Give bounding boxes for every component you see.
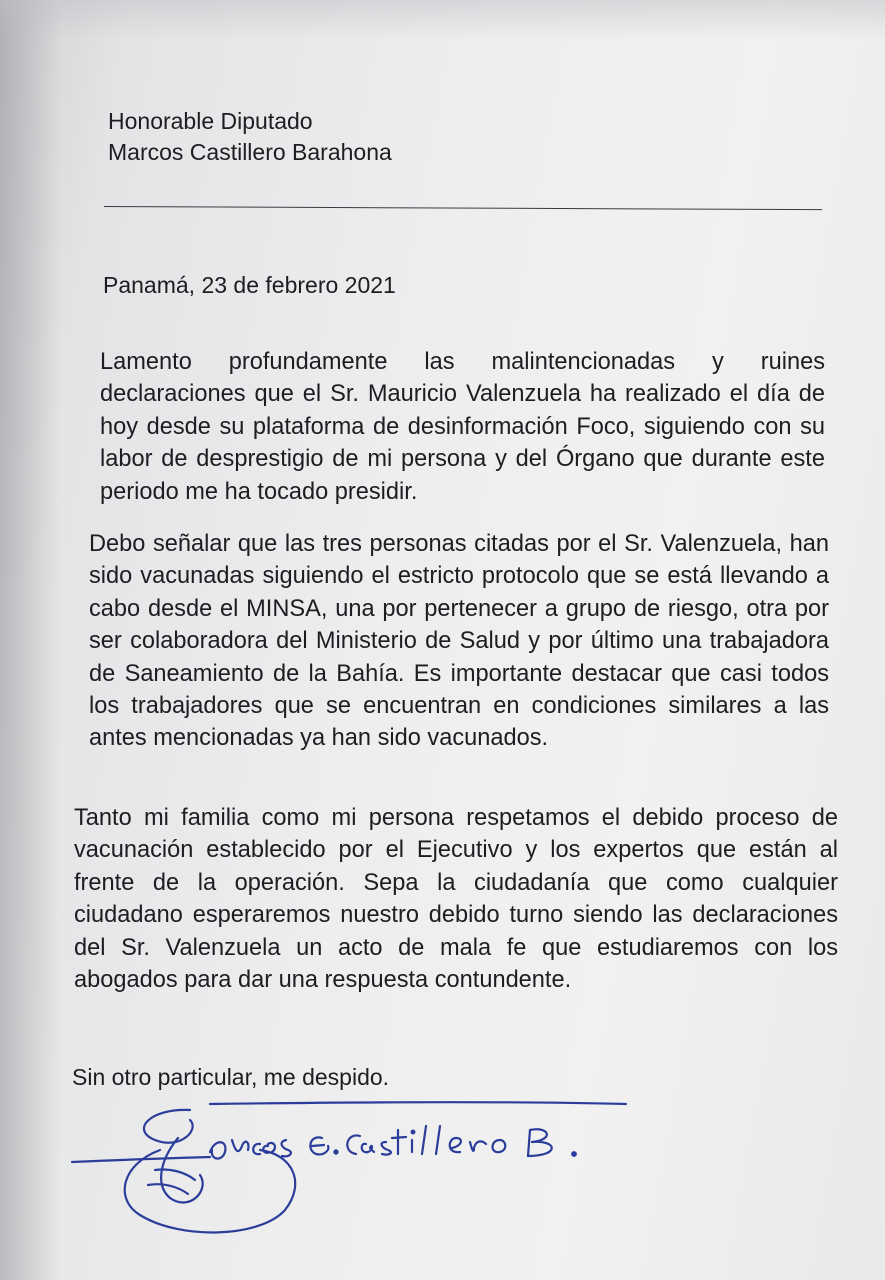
addressee-title: Honorable Diputado <box>108 108 313 134</box>
page-shadow-top <box>0 0 885 40</box>
addressee-block <box>108 106 392 168</box>
header-divider <box>104 206 822 210</box>
addressee-name: Marcos Castillero Barahona <box>108 139 392 165</box>
page-shadow-left <box>0 0 60 1280</box>
letter-date: Panamá, 23 de febrero 2021 <box>103 272 396 298</box>
handwritten-signature-icon <box>60 1090 660 1260</box>
closing-line: Sin otro particular, me despido. <box>72 1064 390 1090</box>
paragraph-1: Lamento profundamente las malintencionadas y ruines declaraciones que el Sr. Mauricio Valenzuela ha realizado el día de hoy desde su plataforma de desinformación Foco, siguiendo con su labor de desprestigio de mi persona y del Órgano que durante este periodo me ha tocado presidir. <box>100 349 825 505</box>
paragraph-2: Debo señalar que las tres personas citadas por el Sr. Valenzuela, han sido vacunadas siguiendo el estricto protocolo que se está llevando a cabo desde el MINSA, una por pertenecer a grupo de riesgo, otra por ser colaboradora del Ministerio de Salud y por último una trabajadora de Saneamiento de la Bahía. Es importante destacar que casi todos los trabajadores que se encuentran en condiciones similares a las antes mencionadas ya han sido vacunados. <box>89 531 829 752</box>
paragraph-3: Tanto mi familia como mi persona respetamos el debido proceso de vacunación establecido por el Ejecutivo y los expertos que están al frente de la operación. Sepa la ciudadanía que como cualquier ciudadano esperaremos nuestro debido turno siendo las declaraciones del Sr. Valenzuela un acto de mala fe que estudiaremos con los abogados para dar una respuesta contundente. <box>74 805 838 994</box>
